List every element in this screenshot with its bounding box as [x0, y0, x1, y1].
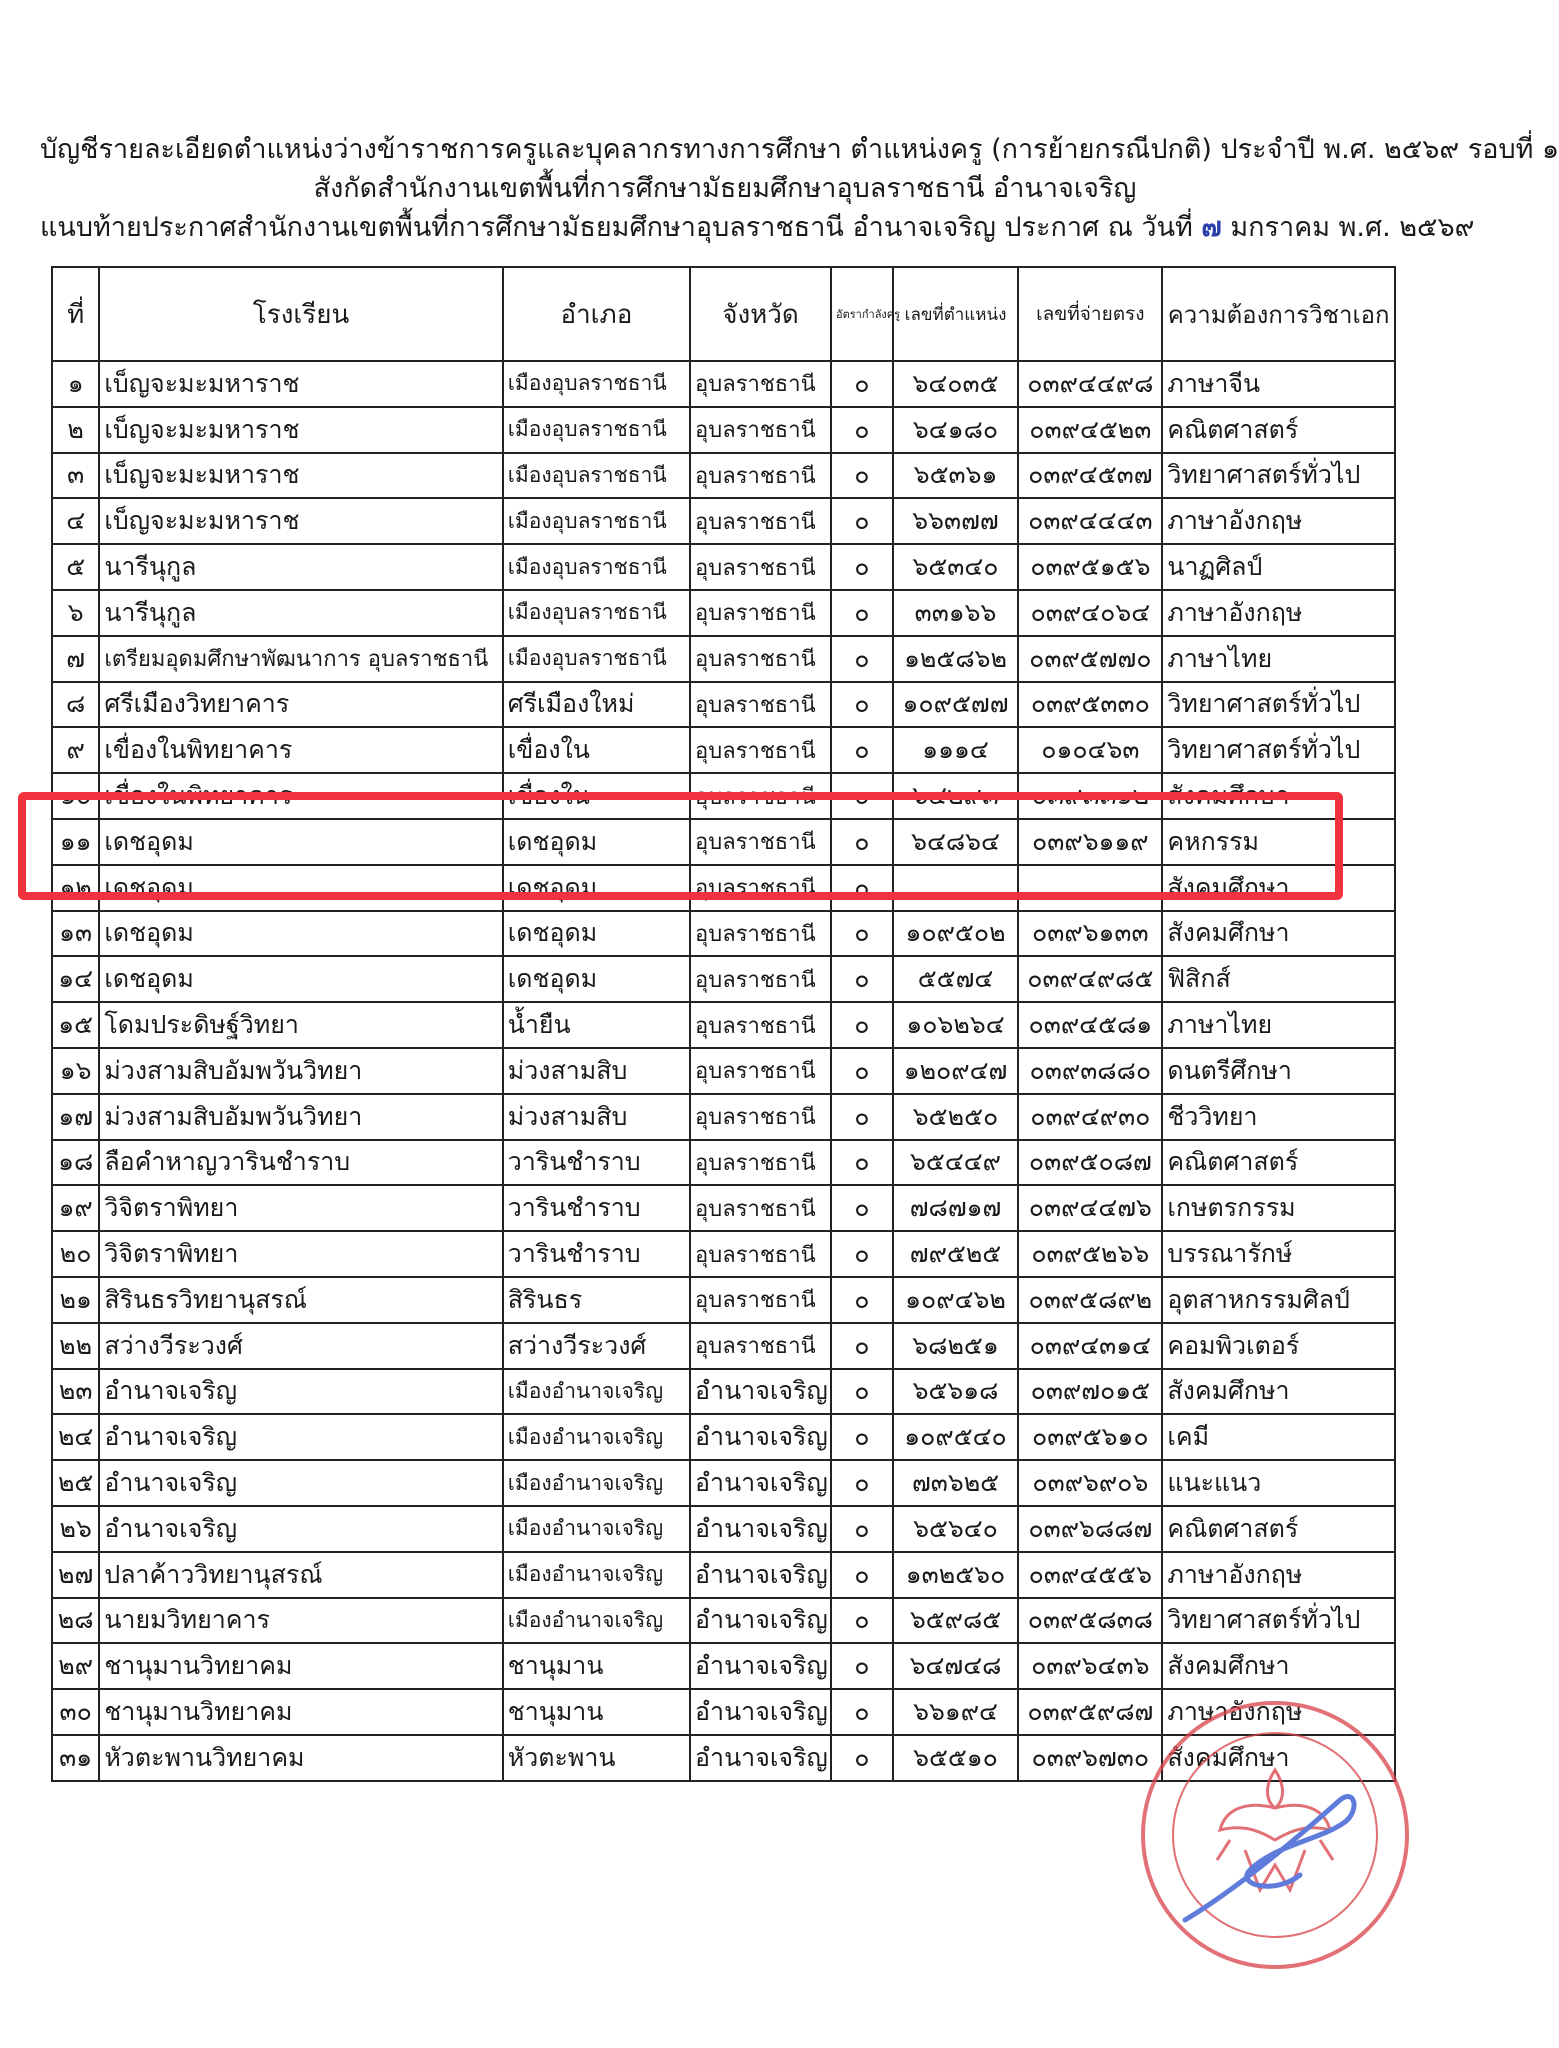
district-cell: เดชอุดม: [503, 956, 690, 1002]
district-cell: เมืองอำนาจเจริญ: [503, 1598, 690, 1644]
required-major-cell: วิทยาศาสตร์ทั่วไป: [1162, 1598, 1395, 1644]
row-number-cell: ๓: [52, 453, 99, 499]
district-cell: เมืองอำนาจเจริญ: [503, 1414, 690, 1460]
province-cell: อุบลราชธานี: [690, 911, 831, 957]
payment-number-cell: ๐๓๙๔๙๓๐: [1018, 1094, 1162, 1140]
district-cell: เดชอุดม: [503, 819, 690, 865]
row-number-cell: ๕: [52, 544, 99, 590]
school-name-cell: ม่วงสามสิบอัมพวันวิทยา: [99, 1094, 502, 1140]
required-major-cell: ภาษาจีน: [1162, 361, 1395, 407]
required-major-cell: ฟิสิกส์: [1162, 956, 1395, 1002]
school-name-cell: เตรียมอุดมศึกษาพัฒนาการ อุบลราชธานี: [99, 636, 502, 682]
table-row: [52, 1414, 1395, 1460]
row-number-cell: ๑๐: [52, 773, 99, 819]
row-number-cell: ๒๐: [52, 1231, 99, 1277]
row-number-cell: ๒๔: [52, 1414, 99, 1460]
province-cell: อุบลราชธานี: [690, 1277, 831, 1323]
required-major-cell: ชีววิทยา: [1162, 1094, 1395, 1140]
table-row: [52, 1231, 1395, 1277]
table-row: [52, 1002, 1395, 1048]
province-cell: อำนาจเจริญ: [690, 1552, 831, 1598]
district-cell: น้ำยืน: [503, 1002, 690, 1048]
required-major-cell: บรรณารักษ์: [1162, 1231, 1395, 1277]
row-number-cell: ๑: [52, 361, 99, 407]
payment-number-cell: ๐๓๙๖๔๓๖: [1018, 1643, 1162, 1689]
announcement-day: ๗: [1201, 212, 1222, 243]
required-major-cell: สังคมศึกษา: [1162, 1643, 1395, 1689]
teacher-quota-cell: ๐: [831, 1140, 893, 1186]
row-number-cell: ๑๓: [52, 911, 99, 957]
row-number-cell: ๖: [52, 590, 99, 636]
payment-number-cell: ๐๓๙๔๔๙๘: [1018, 361, 1162, 407]
position-number-cell: ๑๐๙๔๖๒: [893, 1277, 1019, 1323]
district-cell: เมืองอุบลราชธานี: [503, 361, 690, 407]
teacher-quota-cell: ๐: [831, 1598, 893, 1644]
school-name-cell: เดชอุดม: [99, 956, 502, 1002]
payment-number-cell: ๐๓๙๔๐๖๔: [1018, 590, 1162, 636]
teacher-quota-cell: ๐: [831, 773, 893, 819]
table-row: [52, 911, 1395, 957]
school-name-cell: เดชอุดม: [99, 819, 502, 865]
payment-number-cell: ๐๓๙๔๔๗๖: [1018, 1185, 1162, 1231]
column-header-province: จังหวัด: [690, 267, 831, 361]
school-name-cell: อำนาจเจริญ: [99, 1460, 502, 1506]
district-cell: ม่วงสามสิบ: [503, 1048, 690, 1094]
table-row: [52, 1460, 1395, 1506]
position-number-cell: ๖๔๒๙๓: [893, 773, 1019, 819]
teacher-quota-cell: ๐: [831, 453, 893, 499]
payment-number-cell: ๐๓๙๖๗๓๐: [1018, 1735, 1162, 1781]
payment-number-cell: ๐๓๙๕๑๕๖: [1018, 544, 1162, 590]
teacher-quota-cell: ๐: [831, 498, 893, 544]
school-name-cell: สว่างวีระวงศ์: [99, 1323, 502, 1369]
payment-number-cell: ๐๓๙๕๒๖๖: [1018, 1231, 1162, 1277]
position-number-cell: ๖๕๖๔๐: [893, 1506, 1019, 1552]
payment-number-cell: ๐๓๙๖๑๑๙: [1018, 819, 1162, 865]
column-header-payment-number: เลขที่จ่ายตรง: [1018, 267, 1162, 361]
table-row: [52, 956, 1395, 1002]
title-line-3-suffix: มกราคม พ.ศ. ๒๕๖๙: [1230, 212, 1475, 243]
title-line-2: สังกัดสำนักงานเขตพื้นที่การศึกษามัธยมศึกษาอุบลราชธานี อำนาจเจริญ: [313, 173, 1137, 204]
position-number-cell: ๕๕๗๔: [893, 956, 1019, 1002]
required-major-cell: คอมพิวเตอร์: [1162, 1323, 1395, 1369]
required-major-cell: สังคมศึกษา: [1162, 1735, 1395, 1781]
school-name-cell: ลือคำหาญวารินชำราบ: [99, 1140, 502, 1186]
table-row: [52, 1048, 1395, 1094]
table-row: [52, 1369, 1395, 1415]
school-name-cell: เบ็ญจะมะมหาราช: [99, 498, 502, 544]
row-number-cell: ๒๗: [52, 1552, 99, 1598]
table-row: [52, 361, 1395, 407]
position-number-cell: ๗๙๕๒๕: [893, 1231, 1019, 1277]
required-major-cell: สังคมศึกษา: [1162, 1369, 1395, 1415]
payment-number-cell: ๐๓๙๕๗๗๐: [1018, 636, 1162, 682]
province-cell: อุบลราชธานี: [690, 1048, 831, 1094]
table-row: [52, 498, 1395, 544]
row-number-cell: ๑๑: [52, 819, 99, 865]
school-name-cell: ปลาค้าววิทยานุสรณ์: [99, 1552, 502, 1598]
district-cell: วารินชำราบ: [503, 1231, 690, 1277]
school-name-cell: ศรีเมืองวิทยาคาร: [99, 682, 502, 728]
table-row: [52, 1643, 1395, 1689]
row-number-cell: ๓๐: [52, 1689, 99, 1735]
teacher-quota-cell: ๐: [831, 1414, 893, 1460]
payment-number-cell: ๐๓๙๔๕๕๖: [1018, 1552, 1162, 1598]
school-name-cell: อำนาจเจริญ: [99, 1369, 502, 1415]
teacher-quota-cell: ๐: [831, 590, 893, 636]
required-major-cell: เคมี: [1162, 1414, 1395, 1460]
school-name-cell: ม่วงสามสิบอัมพวันวิทยา: [99, 1048, 502, 1094]
table-row: [52, 682, 1395, 728]
province-cell: อุบลราชธานี: [690, 361, 831, 407]
required-major-cell: คหกรรม: [1162, 819, 1395, 865]
position-number-cell: ๓๓๑๖๖: [893, 590, 1019, 636]
school-name-cell: เบ็ญจะมะมหาราช: [99, 407, 502, 453]
row-number-cell: ๒๖: [52, 1506, 99, 1552]
position-number-cell: ๖๖๑๙๔: [893, 1689, 1019, 1735]
row-number-cell: ๒๕: [52, 1460, 99, 1506]
payment-number-cell: ๐๓๙๔๓๑๔: [1018, 1323, 1162, 1369]
school-name-cell: นารีนุกูล: [99, 590, 502, 636]
district-cell: ชานุมาน: [503, 1643, 690, 1689]
district-cell: วารินชำราบ: [503, 1140, 690, 1186]
school-name-cell: อำนาจเจริญ: [99, 1506, 502, 1552]
position-number-cell: ๑๒๐๙๔๗: [893, 1048, 1019, 1094]
required-major-cell: คณิตศาสตร์: [1162, 1506, 1395, 1552]
payment-number-cell: ๐๓๙๔๕๒๓: [1018, 407, 1162, 453]
province-cell: อำนาจเจริญ: [690, 1460, 831, 1506]
district-cell: ม่วงสามสิบ: [503, 1094, 690, 1140]
teacher-quota-cell: ๐: [831, 1277, 893, 1323]
province-cell: อำนาจเจริญ: [690, 1506, 831, 1552]
teacher-quota-cell: ๐: [831, 1735, 893, 1781]
province-cell: อำนาจเจริญ: [690, 1598, 831, 1644]
garuda-emblem-icon: [1217, 1770, 1333, 1890]
position-number-cell: ๖๕๔๔๙: [893, 1140, 1019, 1186]
row-number-cell: ๓๑: [52, 1735, 99, 1781]
school-name-cell: วิจิตราพิทยา: [99, 1231, 502, 1277]
required-major-cell: ภาษาอังกฤษ: [1162, 590, 1395, 636]
table-row: [52, 1094, 1395, 1140]
required-major-cell: ภาษาอังกฤษ: [1162, 1552, 1395, 1598]
payment-number-cell: ๐๓๙๓๘๘๐: [1018, 1048, 1162, 1094]
teacher-quota-cell: ๐: [831, 636, 893, 682]
teacher-quota-cell: ๐: [831, 956, 893, 1002]
province-cell: อุบลราชธานี: [690, 727, 831, 773]
payment-number-cell: ๐๓๙๖๑๓๓: [1018, 911, 1162, 957]
position-number-cell: ๖๕๒๕๐: [893, 1094, 1019, 1140]
position-number-cell: ๑๐๙๕๔๐: [893, 1414, 1019, 1460]
position-number-cell: ๖๔๐๓๕: [893, 361, 1019, 407]
teacher-quota-cell: ๐: [831, 682, 893, 728]
table-row: [52, 1140, 1395, 1186]
teacher-quota-cell: ๐: [831, 1048, 893, 1094]
required-major-cell: คณิตศาสตร์: [1162, 407, 1395, 453]
table-row: [52, 407, 1395, 453]
position-number-cell: ๖๕๙๘๕: [893, 1598, 1019, 1644]
row-number-cell: ๑๖: [52, 1048, 99, 1094]
district-cell: สว่างวีระวงศ์: [503, 1323, 690, 1369]
column-header-number: ที่: [52, 267, 99, 361]
district-cell: เมืองอุบลราชธานี: [503, 407, 690, 453]
row-number-cell: ๑๔: [52, 956, 99, 1002]
district-cell: เขื่องใน: [503, 727, 690, 773]
teacher-quota-cell: ๐: [831, 1369, 893, 1415]
district-cell: เมืองอุบลราชธานี: [503, 590, 690, 636]
title-line-3: [40, 208, 1475, 247]
teacher-quota-cell: ๐: [831, 1643, 893, 1689]
teacher-quota-cell: ๐: [831, 1185, 893, 1231]
row-number-cell: ๑๗: [52, 1094, 99, 1140]
district-cell: เมืองอำนาจเจริญ: [503, 1460, 690, 1506]
position-number-cell: ๑๑๑๔: [893, 727, 1019, 773]
required-major-cell: ภาษาอังกฤษ: [1162, 1689, 1395, 1735]
payment-number-cell: ๐๓๙๕๙๘๗: [1018, 1689, 1162, 1735]
row-number-cell: ๒๘: [52, 1598, 99, 1644]
required-major-cell: วิทยาศาสตร์ทั่วไป: [1162, 453, 1395, 499]
position-number-cell: ๖๔๘๖๔: [893, 819, 1019, 865]
row-number-cell: ๙: [52, 727, 99, 773]
payment-number-cell: ๐๑๐๔๖๓: [1018, 727, 1162, 773]
row-number-cell: ๔: [52, 498, 99, 544]
district-cell: เมืองอำนาจเจริญ: [503, 1552, 690, 1598]
table-row: [52, 590, 1395, 636]
province-cell: อุบลราชธานี: [690, 1094, 831, 1140]
school-name-cell: สิรินธรวิทยานุสรณ์: [99, 1277, 502, 1323]
position-number-cell: ๖๘๒๕๑: [893, 1323, 1019, 1369]
row-number-cell: ๒: [52, 407, 99, 453]
payment-number-cell: ๐๓๙๔๕๓๗: [1018, 453, 1162, 499]
school-name-cell: อำนาจเจริญ: [99, 1414, 502, 1460]
district-cell: เดชอุดม: [503, 911, 690, 957]
district-cell: เขื่องใน: [503, 773, 690, 819]
province-cell: อุบลราชธานี: [690, 1185, 831, 1231]
school-name-cell: เดชอุดม: [99, 911, 502, 957]
province-cell: อุบลราชธานี: [690, 498, 831, 544]
teacher-quota-cell: ๐: [831, 1552, 893, 1598]
school-name-cell: นารีนุกูล: [99, 544, 502, 590]
vacancy-table: [51, 266, 1396, 1782]
payment-number-cell: ๐๓๙๖๙๐๖: [1018, 1460, 1162, 1506]
teacher-quota-cell: ๐: [831, 911, 893, 957]
province-cell: อุบลราชธานี: [690, 636, 831, 682]
row-number-cell: ๑๕: [52, 1002, 99, 1048]
row-number-cell: ๘: [52, 682, 99, 728]
teacher-quota-cell: ๐: [831, 1231, 893, 1277]
payment-number-cell: ๐๓๙๔๙๘๕: [1018, 956, 1162, 1002]
payment-number-cell: ๐๓๙๗๐๑๕: [1018, 1369, 1162, 1415]
position-number-cell: ๖๕๕๑๐: [893, 1735, 1019, 1781]
position-number-cell: ๖๖๓๗๗: [893, 498, 1019, 544]
payment-number-cell: ๐๓๙๕๐๘๗: [1018, 1140, 1162, 1186]
teacher-quota-cell: ๐: [831, 361, 893, 407]
position-number-cell: ๗๘๗๑๗: [893, 1185, 1019, 1231]
district-cell: เมืองอำนาจเจริญ: [503, 1369, 690, 1415]
required-major-cell: วิทยาศาสตร์ทั่วไป: [1162, 727, 1395, 773]
province-cell: อุบลราชธานี: [690, 453, 831, 499]
payment-number-cell: ๐๓๙๔๕๘๑: [1018, 1002, 1162, 1048]
row-number-cell: ๑๒: [52, 865, 99, 911]
teacher-quota-cell: ๐: [831, 1689, 893, 1735]
school-name-cell: ชานุมานวิทยาคม: [99, 1689, 502, 1735]
province-cell: อุบลราชธานี: [690, 682, 831, 728]
teacher-quota-cell: ๐: [831, 407, 893, 453]
school-name-cell: เดชอุดม: [99, 865, 502, 911]
province-cell: อำนาจเจริญ: [690, 1369, 831, 1415]
teacher-quota-cell: ๐: [831, 1460, 893, 1506]
teacher-quota-cell: ๐: [831, 1002, 893, 1048]
district-cell: เดชอุดม: [503, 865, 690, 911]
row-number-cell: ๗: [52, 636, 99, 682]
district-cell: เมืองอุบลราชธานี: [503, 544, 690, 590]
required-major-cell: แนะแนว: [1162, 1460, 1395, 1506]
school-name-cell: เขื่องในพิทยาคาร: [99, 773, 502, 819]
required-major-cell: สังคมศึกษา: [1162, 865, 1395, 911]
position-number-cell: ๖๔๑๘๐: [893, 407, 1019, 453]
payment-number-cell: ๐๓๙๔๔๔๓: [1018, 498, 1162, 544]
district-cell: เมืองอุบลราชธานี: [503, 636, 690, 682]
position-number-cell: ๑๒๕๘๖๒: [893, 636, 1019, 682]
position-number-cell: ๗๓๖๒๕: [893, 1460, 1019, 1506]
table-body: [52, 361, 1395, 1781]
required-major-cell: สังคมศึกษา: [1162, 911, 1395, 957]
table-row: [52, 1598, 1395, 1644]
province-cell: อุบลราชธานี: [690, 590, 831, 636]
teacher-quota-cell: ๐: [831, 819, 893, 865]
district-cell: สิรินธร: [503, 1277, 690, 1323]
school-name-cell: หัวตะพานวิทยาคม: [99, 1735, 502, 1781]
province-cell: อำนาจเจริญ: [690, 1689, 831, 1735]
table-row: [52, 453, 1395, 499]
required-major-cell: ภาษาไทย: [1162, 636, 1395, 682]
row-number-cell: ๑๘: [52, 1140, 99, 1186]
column-header-teacher-quota: อัตรากำลังครู: [831, 267, 893, 361]
district-cell: หัวตะพาน: [503, 1735, 690, 1781]
row-number-cell: ๒๑: [52, 1277, 99, 1323]
required-major-cell: คณิตศาสตร์: [1162, 1140, 1395, 1186]
province-cell: อุบลราชธานี: [690, 1231, 831, 1277]
district-cell: ศรีเมืองใหม่: [503, 682, 690, 728]
teacher-quota-cell: ๐: [831, 1506, 893, 1552]
position-number-cell: ๖๕๓๔๐: [893, 544, 1019, 590]
province-cell: อุบลราชธานี: [690, 1323, 831, 1369]
province-cell: อุบลราชธานี: [690, 544, 831, 590]
district-cell: วารินชำราบ: [503, 1185, 690, 1231]
required-major-cell: ภาษาไทย: [1162, 1002, 1395, 1048]
province-cell: อุบลราชธานี: [690, 956, 831, 1002]
title-line-1: บัญชีรายละเอียดตำแหน่งว่างข้าราชการครูและบุคลากรทางการศึกษา ตำแหน่งครู (การย้ายกรณีปกติ) ประจำปี พ.ศ. ๒๕๖๙ รอบที่ ๑: [40, 134, 1559, 165]
position-number-cell: ๑๐๙๕๗๗: [893, 682, 1019, 728]
school-name-cell: วิจิตราพิทยา: [99, 1185, 502, 1231]
row-number-cell: ๒๒: [52, 1323, 99, 1369]
district-cell: เมืองอุบลราชธานี: [503, 453, 690, 499]
document-header: [40, 130, 1559, 247]
province-cell: อุบลราชธานี: [690, 1002, 831, 1048]
province-cell: อุบลราชธานี: [690, 819, 831, 865]
payment-number-cell: ๐๓๙๕๖๑๐: [1018, 1414, 1162, 1460]
school-name-cell: เบ็ญจะมะมหาราช: [99, 453, 502, 499]
required-major-cell: เกษตรกรรม: [1162, 1185, 1395, 1231]
position-number-cell: ๖๔๗๔๘: [893, 1643, 1019, 1689]
table-row: [52, 1277, 1395, 1323]
table-row: [52, 636, 1395, 682]
table-row: [52, 1185, 1395, 1231]
required-major-cell: นาฏศิลป์: [1162, 544, 1395, 590]
teacher-quota-cell: ๐: [831, 865, 893, 911]
province-cell: อำนาจเจริญ: [690, 1735, 831, 1781]
district-cell: เมืองอุบลราชธานี: [503, 498, 690, 544]
seal-outer-ring: [1143, 1703, 1407, 1967]
teacher-quota-cell: ๐: [831, 1094, 893, 1140]
highlight-box: [18, 792, 1343, 900]
province-cell: อำนาจเจริญ: [690, 1414, 831, 1460]
province-cell: อุบลราชธานี: [690, 1140, 831, 1186]
school-name-cell: เขื่องในพิทยาคาร: [99, 727, 502, 773]
school-name-cell: เบ็ญจะมะมหาราช: [99, 361, 502, 407]
teacher-quota-cell: ๐: [831, 1323, 893, 1369]
school-name-cell: ชานุมานวิทยาคม: [99, 1643, 502, 1689]
table-row: [52, 544, 1395, 590]
required-major-cell: อุตสาหกรรมศิลป์: [1162, 1277, 1395, 1323]
school-name-cell: นายมวิทยาคาร: [99, 1598, 502, 1644]
column-header-school: โรงเรียน: [99, 267, 502, 361]
table-header-row: [52, 267, 1395, 361]
signature-icon: [1185, 1797, 1354, 1920]
payment-number-cell: ๐๓๙๕๓๓๐: [1018, 682, 1162, 728]
table-row: [52, 727, 1395, 773]
row-number-cell: ๑๙: [52, 1185, 99, 1231]
row-number-cell: ๒๓: [52, 1369, 99, 1415]
position-number-cell: ๑๐๖๒๖๔: [893, 1002, 1019, 1048]
position-number-cell: ๑๓๒๕๖๐: [893, 1552, 1019, 1598]
province-cell: อำนาจเจริญ: [690, 1643, 831, 1689]
province-cell: อุบลราชธานี: [690, 865, 831, 911]
required-major-cell: ภาษาอังกฤษ: [1162, 498, 1395, 544]
district-cell: ชานุมาน: [503, 1689, 690, 1735]
column-header-position-number: เลขที่ตำแหน่ง: [893, 267, 1019, 361]
position-number-cell: ๑๐๙๕๐๒: [893, 911, 1019, 957]
payment-number-cell: ๐๓๙๕๘๙๒: [1018, 1277, 1162, 1323]
required-major-cell: ดนตรีศึกษา: [1162, 1048, 1395, 1094]
column-header-district: อำเภอ: [503, 267, 690, 361]
table-row: [52, 1323, 1395, 1369]
district-cell: เมืองอำนาจเจริญ: [503, 1506, 690, 1552]
row-number-cell: ๒๙: [52, 1643, 99, 1689]
table-row: [52, 1506, 1395, 1552]
required-major-cell: สังคมศึกษา: [1162, 773, 1395, 819]
school-name-cell: โดมประดิษฐ์วิทยา: [99, 1002, 502, 1048]
payment-number-cell: ๐๓๙๓๓๑๒: [1018, 773, 1162, 819]
province-cell: อุบลราชธานี: [690, 407, 831, 453]
title-line-3-prefix: แนบท้ายประกาศสำนักงานเขตพื้นที่การศึกษามัธยมศึกษาอุบลราชธานี อำนาจเจริญ ประกาศ ณ วันที่: [40, 212, 1193, 243]
payment-number-cell: ๐๓๙๖๘๘๗: [1018, 1506, 1162, 1552]
table-row: [52, 1552, 1395, 1598]
teacher-quota-cell: ๐: [831, 727, 893, 773]
official-seal-stamp: [1125, 1690, 1425, 1980]
position-number-cell: ๖๕๓๖๑: [893, 453, 1019, 499]
teacher-quota-cell: ๐: [831, 544, 893, 590]
position-number-cell: ๖๕๖๑๘: [893, 1369, 1019, 1415]
payment-number-cell: ๐๓๙๕๘๓๘: [1018, 1598, 1162, 1644]
province-cell: อุบลราชธานี: [690, 773, 831, 819]
required-major-cell: วิทยาศาสตร์ทั่วไป: [1162, 682, 1395, 728]
column-header-required-major: ความต้องการวิชาเอก: [1162, 267, 1395, 361]
